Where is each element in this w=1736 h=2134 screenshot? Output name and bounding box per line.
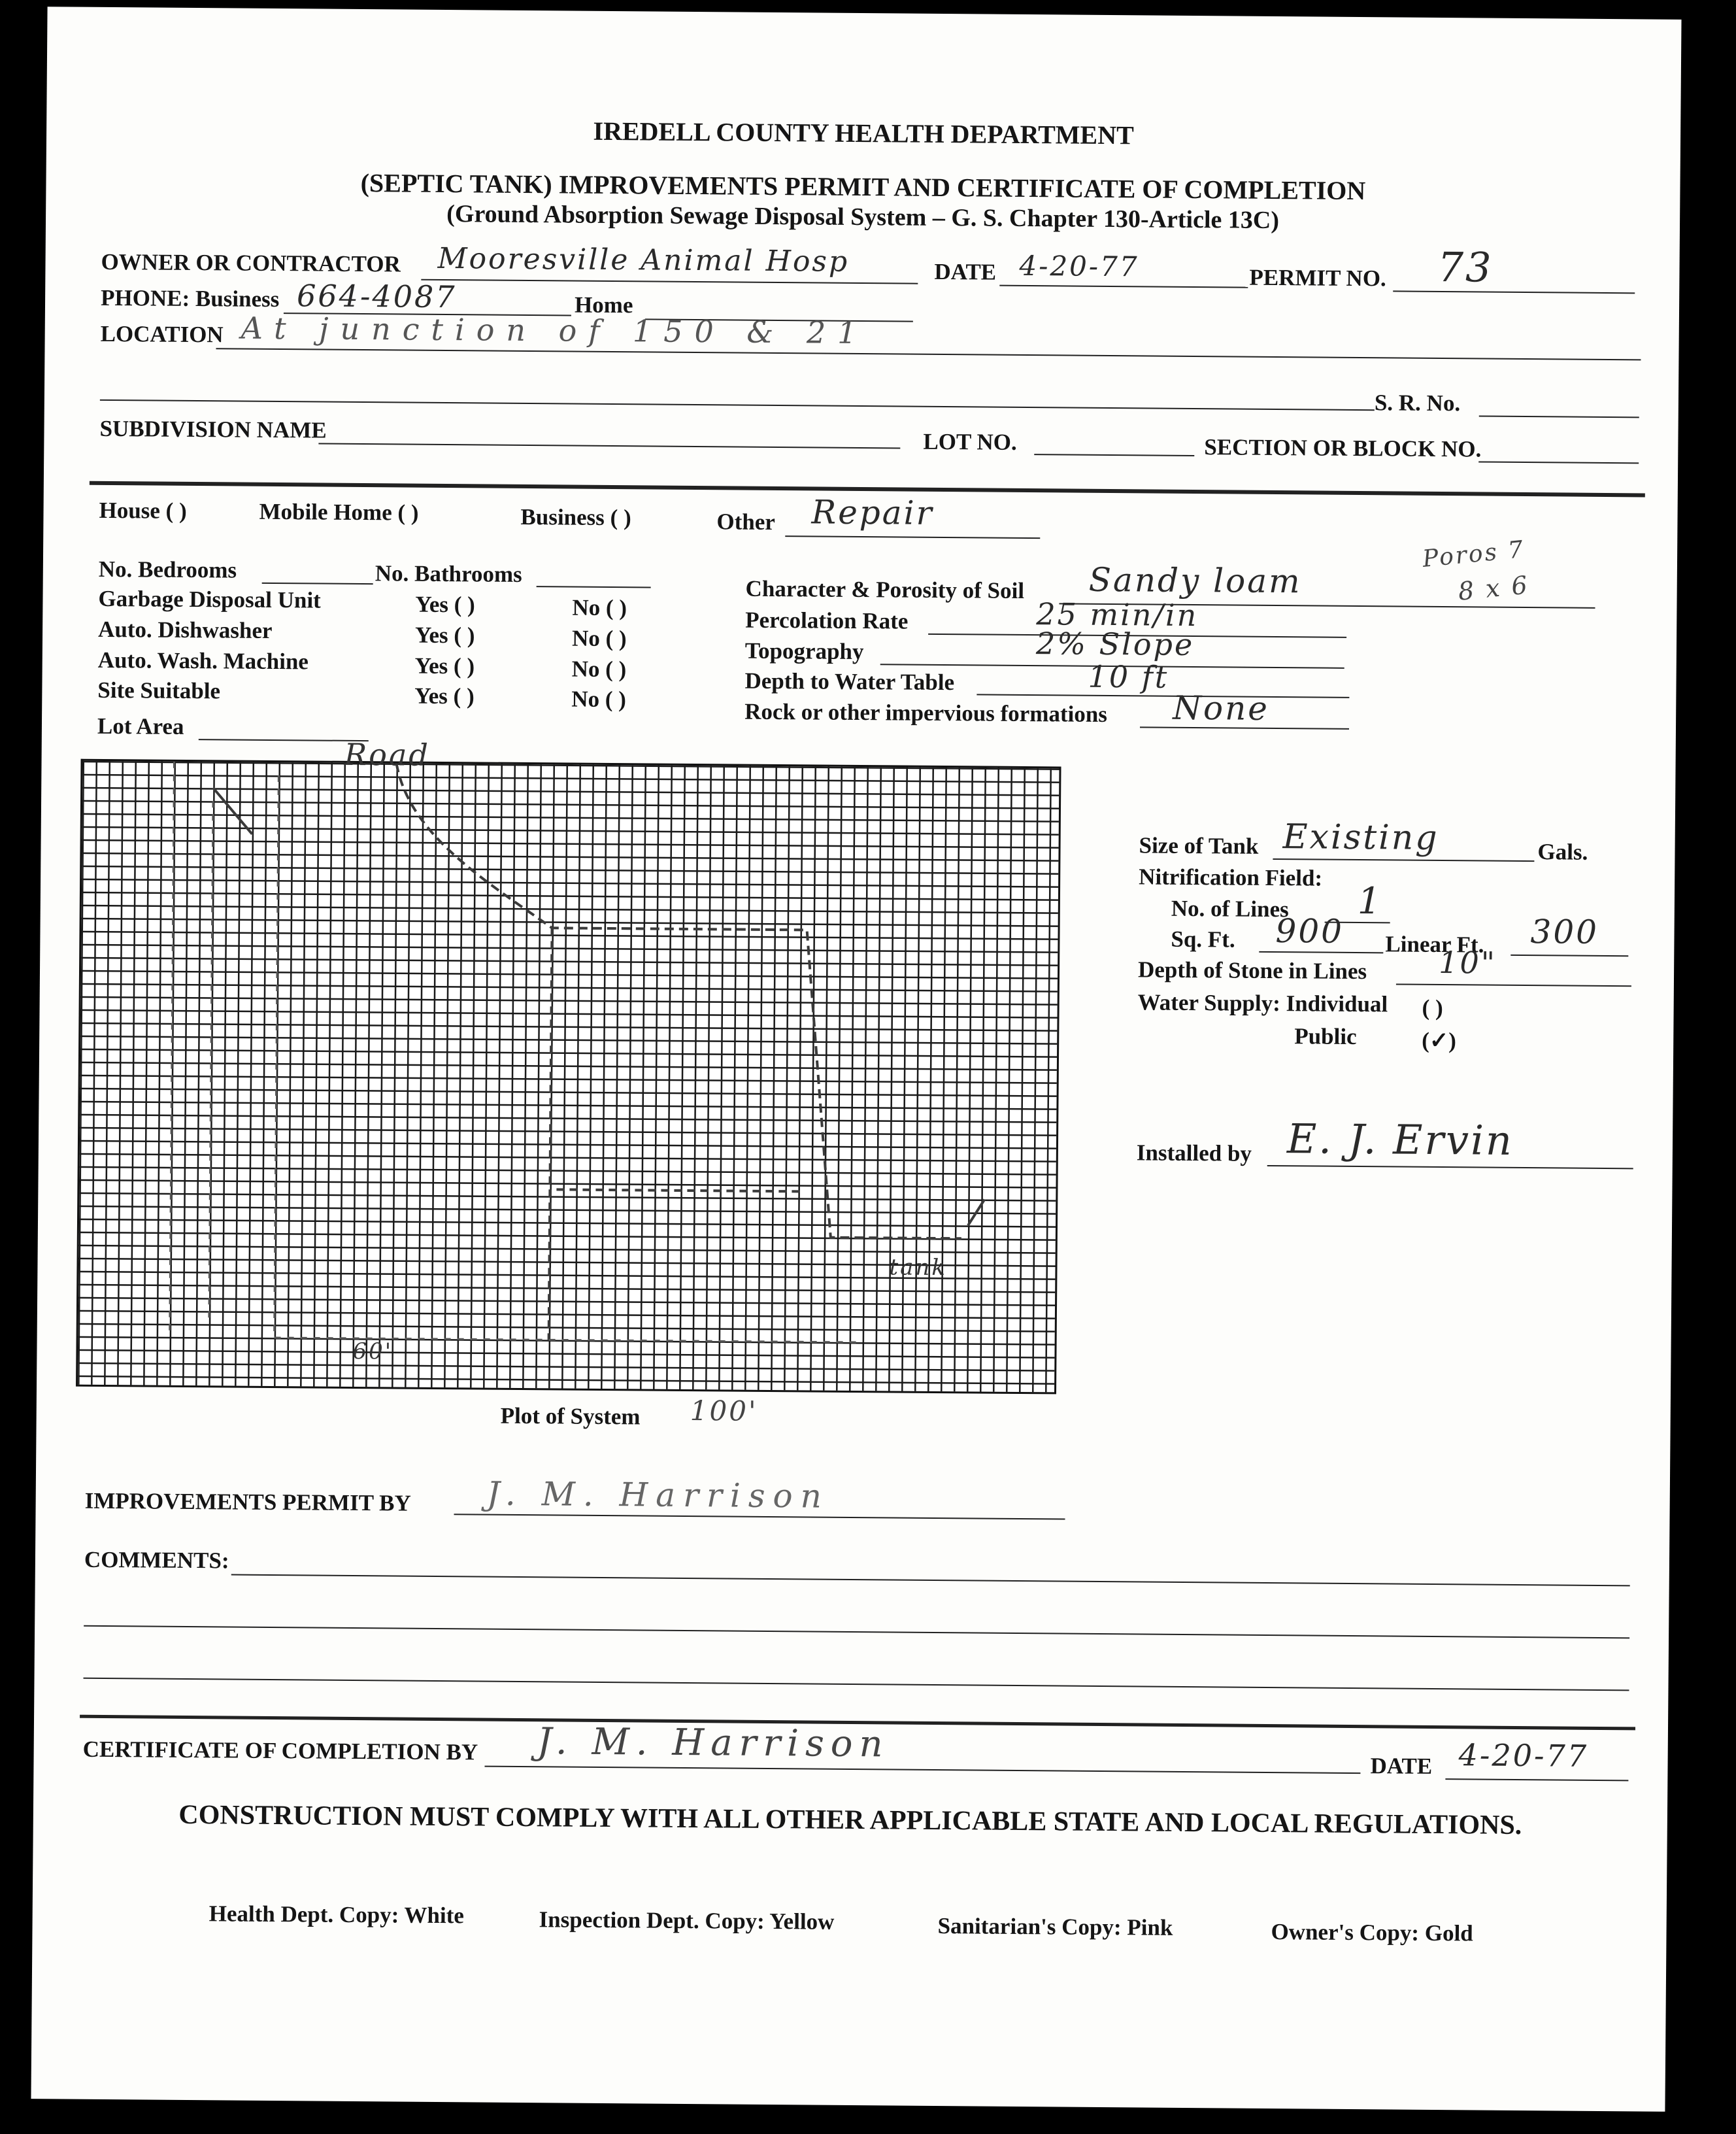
water-supply-individual-checkbox[interactable]: ( ) [1422,994,1443,1021]
linear-ft-value: 300 [1530,913,1599,951]
installed-by-line [1267,1165,1633,1169]
other-value: Repair [811,493,934,532]
plot-note-left: 60' [352,1338,393,1365]
certificate-date-label: DATE [1370,1753,1433,1779]
site-suitable-yes[interactable]: Yes ( ) [414,683,475,709]
tank-size-value: Existing [1282,817,1439,858]
copy-health: Health Dept. Copy: White [209,1901,465,1929]
sr-no-label: S. R. No. [1374,390,1461,416]
soil-character-label: Character & Porosity of Soil [745,575,1025,603]
comments-line-2[interactable] [84,1625,1629,1639]
subdivision-line [318,443,900,449]
phone-business-value: 664-4087 [296,278,457,315]
house-checkbox[interactable]: House ( ) [99,497,187,524]
water-table-label: Depth to Water Table [744,668,955,696]
stone-depth-label: Depth of Stone in Lines [1137,957,1367,985]
plot-sketch [78,761,1063,1397]
certificate-date-value: 4-20-77 [1458,1737,1589,1774]
date-line [999,285,1248,288]
sr-no-line [1479,415,1639,418]
form-subtitle: (Ground Absorption Sewage Disposal System – G. S. Chapter 130-Article 13C) [446,200,1280,235]
permit-no-line [1393,290,1635,294]
bathrooms-label: No. Bathrooms [375,560,522,587]
perc-rate-label: Percolation Rate [745,607,909,634]
owner-line [421,279,918,284]
sqft-value: 900 [1275,912,1344,951]
bedrooms-label: No. Bedrooms [98,556,237,583]
water-supply-individual-label: Water Supply: Individual [1137,989,1388,1017]
bedrooms-line [262,583,373,584]
water-table-value: 10 ft [1088,658,1169,695]
lot-area-line [199,739,369,741]
rock-value: None [1173,688,1270,728]
permit-no-label: PERMIT NO. [1249,264,1386,292]
copy-sanitarian: Sanitarian's Copy: Pink [937,1913,1173,1940]
soil-note-1: Poros 7 [1421,535,1526,573]
permit-form-page [31,7,1681,2112]
tank-gals-label: Gals. [1537,839,1588,865]
lines-value: 1 [1357,880,1383,923]
location-label: LOCATION [100,320,224,348]
copy-inspection: Inspection Dept. Copy: Yellow [539,1906,835,1935]
certificate-date-line [1445,1778,1628,1781]
sqft-label: Sq. Ft. [1171,926,1235,953]
stone-depth-line [1396,983,1631,987]
tank-size-line [1273,858,1534,862]
site-suitable-no[interactable]: No ( ) [571,686,627,713]
bathrooms-line [537,586,651,588]
perc-rate-value: 25 min/in [1036,596,1199,634]
owner-label: OWNER OR CONTRACTOR [101,248,401,277]
linear-ft-label: Linear Ft. [1385,931,1484,958]
certificate-label: CERTIFICATE OF COMPLETION BY [82,1736,478,1765]
date-label: DATE [934,258,997,285]
location-value: At junction of 150 & 21 [241,310,869,351]
certificate-line [484,1766,1360,1774]
garbage-disposal-yes[interactable]: Yes ( ) [415,591,475,618]
plot-caption: Plot of System [500,1402,641,1430]
water-supply-public-checkbox[interactable]: (✓) [1422,1027,1457,1054]
phone-business-label: PHONE: Business [100,284,280,313]
plot-grid[interactable] [76,736,1061,1395]
comments-label: COMMENTS: [84,1546,229,1574]
subdivision-label: SUBDIVISION NAME [99,415,327,443]
dishwasher-yes[interactable]: Yes ( ) [414,622,475,649]
wash-machine-no[interactable]: No ( ) [571,656,627,683]
compliance-notice: CONSTRUCTION MUST COMPLY WITH ALL OTHER APPLICABLE STATE AND LOCAL REGULATIONS. [178,1799,1522,1841]
lines-label: No. of Lines [1171,895,1289,923]
permit-no-value: 73 [1437,243,1494,292]
topography-label: Topography [744,637,864,665]
department-heading: IREDELL COUNTY HEALTH DEPARTMENT [593,116,1134,150]
date-value: 4-20-77 [1019,249,1139,283]
business-checkbox[interactable]: Business ( ) [520,503,631,531]
other-label: Other [716,509,776,535]
garbage-disposal-no[interactable]: No ( ) [572,594,627,621]
location-line [216,348,1641,360]
plot-note-tank: tank [889,1254,948,1281]
lot-no-label: LOT NO. [923,428,1017,455]
section-label: SECTION OR BLOCK NO. [1204,434,1482,462]
comments-line-1[interactable] [231,1574,1630,1587]
linear-ft-line [1511,955,1628,957]
lot-area-label: Lot Area [97,713,184,739]
wash-machine-label: Auto. Wash. Machine [97,647,309,675]
stone-depth-value: 10" [1438,944,1497,981]
rock-label: Rock or other impervious formations [744,698,1108,727]
section-line [1478,461,1639,464]
dishwasher-label: Auto. Dishwasher [97,616,273,643]
lot-no-line [1034,454,1194,456]
dishwasher-no[interactable]: No ( ) [571,625,627,652]
soil-note-2: 8 x 6 [1456,570,1531,606]
form-title: (SEPTIC TANK) IMPROVEMENTS PERMIT AND CERTIFICATE OF COMPLETION [360,168,1366,206]
certificate-value: J. M. Harrison [537,1720,890,1766]
tank-size-label: Size of Tank [1139,832,1259,859]
location-line-2 [100,399,1375,411]
other-line [785,535,1040,539]
phone-home-label: Home [574,292,633,318]
garbage-disposal-label: Garbage Disposal Unit [98,585,321,613]
permit-by-value: J. M. Harrison [486,1474,830,1516]
soil-character-value: Sandy loam [1088,560,1302,601]
copy-owner: Owner's Copy: Gold [1271,1919,1473,1946]
installed-by-value: E. J. Ervin [1286,1115,1514,1164]
permit-by-label: IMPROVEMENTS PERMIT BY [84,1487,411,1516]
topography-value: 2% Slope [1035,626,1195,663]
owner-value: Mooresville Animal Hosp [437,241,850,279]
comments-line-3[interactable] [84,1678,1629,1691]
water-supply-public-label: Public [1294,1023,1357,1050]
plot-road-label: Road [344,736,431,773]
installed-by-label: Installed by [1136,1140,1252,1166]
sqft-line [1259,951,1383,953]
mobile-home-checkbox[interactable]: Mobile Home ( ) [259,498,419,526]
nitrification-label: Nitrification Field: [1139,864,1323,891]
site-suitable-label: Site Suitable [97,677,221,704]
wash-machine-yes[interactable]: Yes ( ) [414,652,475,679]
plot-note-bottom: 100' [690,1395,758,1427]
